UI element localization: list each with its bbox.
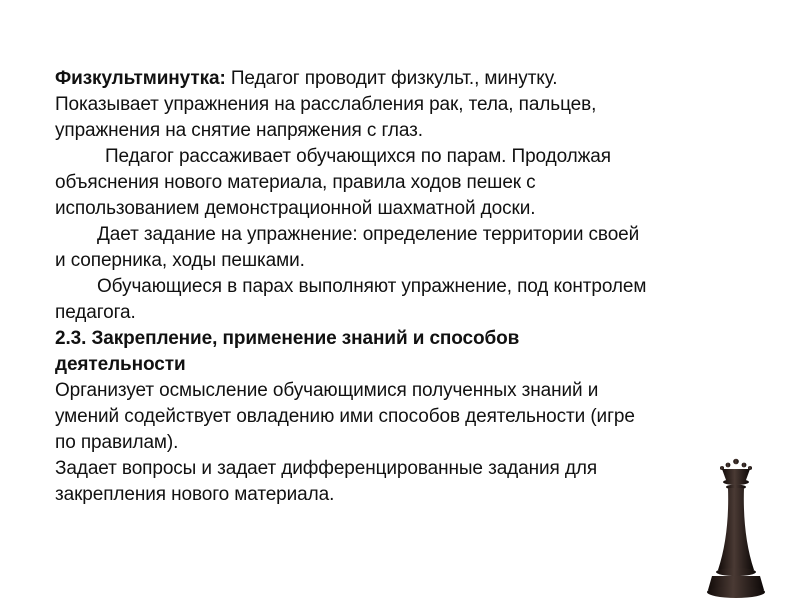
physical-break-label: Физкультминутка: — [55, 68, 226, 89]
pairs-line-1: Обучающиеся в парах выполняют упражнение, под контролем — [97, 276, 647, 297]
comprehension-line-2: умений содействует овладению ими способов деятельности (игре — [55, 406, 635, 427]
slide-text-block — [55, 66, 760, 508]
task-line-2: и соперника, ходы пешками. — [55, 250, 305, 271]
seating-line-3: использованием демонстрационной шахматной доски. — [55, 198, 536, 219]
section-heading-line-2: деятельности — [55, 354, 186, 375]
physical-break-line-2: Показывает упражнения на расслабления рак, тела, пальцев, — [55, 94, 597, 115]
questions-line-1: Задает вопросы и задает дифференцированные задания для — [55, 458, 598, 479]
comprehension-line-3: по правилам). — [55, 432, 179, 453]
comprehension-paragraph — [55, 378, 760, 456]
comprehension-line-1: Организует осмысление обучающимися полученных знаний и — [55, 380, 599, 401]
task-line-1: Дает задание на упражнение: определение территории своей — [97, 224, 640, 245]
physical-break-line-3: упражнения на снятие напряжения с глаз. — [55, 120, 423, 141]
pairs-paragraph — [55, 274, 760, 326]
section-heading — [55, 326, 760, 378]
seating-line-2: объяснения нового материала, правила ходов пешек с — [55, 172, 536, 193]
questions-paragraph — [55, 456, 760, 508]
task-paragraph — [55, 222, 760, 274]
seating-line-1: Педагог рассаживает обучающихся по парам. Продолжая — [105, 146, 611, 167]
questions-line-2: закрепления нового материала. — [55, 484, 335, 505]
pairs-line-2: педагога. — [55, 302, 136, 323]
seating-paragraph — [55, 144, 760, 222]
section-heading-line-1: 2.3. Закрепление, применение знаний и способов — [55, 328, 520, 349]
physical-break-paragraph — [55, 66, 760, 144]
chess-queen-icon — [696, 458, 776, 600]
physical-break-line-1: Педагог проводит физкульт., минутку. — [225, 68, 558, 89]
